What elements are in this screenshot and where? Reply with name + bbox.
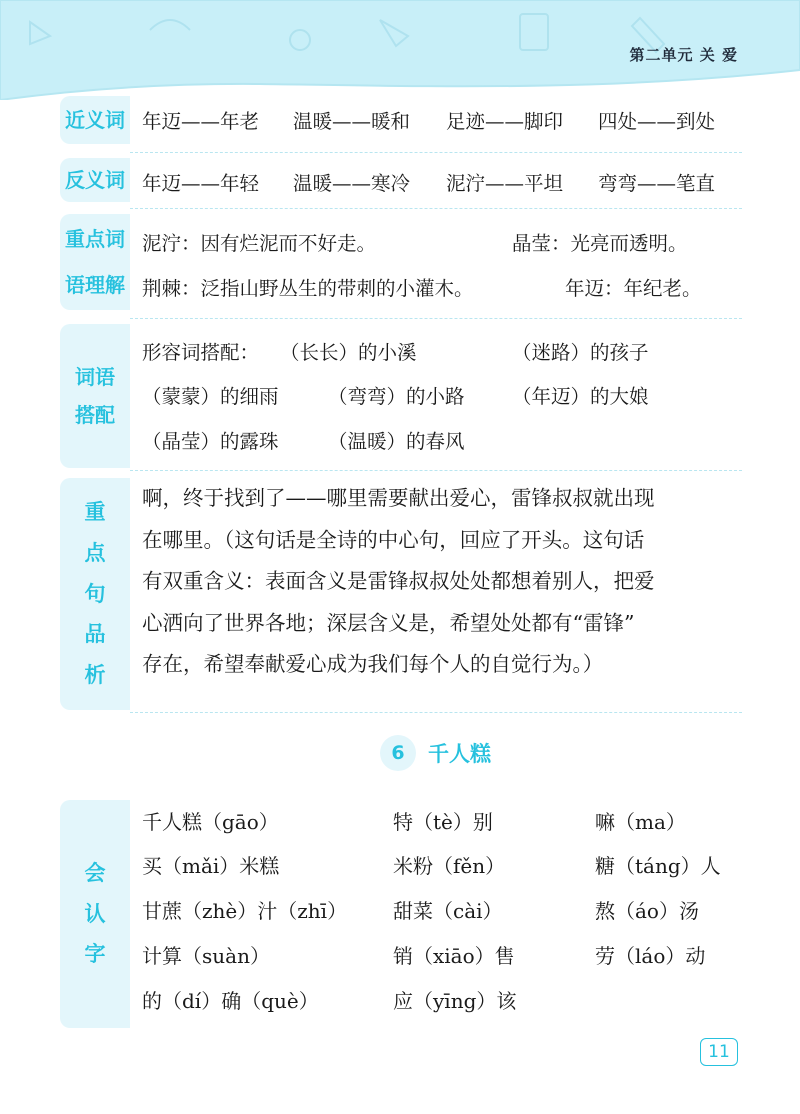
analysis-line: 有双重含义：表面含义是雷锋叔叔处处都想着别人，把爱 [142,569,655,593]
recognize-chars-label-char: 会 [84,860,106,885]
synonym-pair: 温暖——暖和 [293,110,411,133]
char-pinyin-item: 嘛（ma） [595,810,686,834]
char-pinyin-item: 劳（láo）动 [595,944,706,968]
collocation-item: （迷路）的孩子 [512,341,649,364]
collocation-intro: 形容词搭配： [142,341,260,364]
lesson-title [380,733,491,773]
collocation-item: （蒙蒙）的细雨 [142,385,279,408]
page-number: 11 [700,1038,738,1066]
collocation-item: （长长）的小溪 [280,341,417,364]
divider [130,470,742,471]
recognize-chars-label [60,800,130,1028]
antonym-pair: 温暖——寒冷 [293,172,411,195]
analysis-line: 在哪里。（这句话是全诗的中心句，回应了开头。这句话 [142,527,645,552]
char-pinyin-item: 销（xiāo）售 [393,944,515,968]
collocation-item: （弯弯）的小路 [328,385,465,408]
synonym-pair: 四处——到处 [598,110,716,133]
key-sentence-label [60,478,130,710]
key-words-label [60,214,130,310]
collocation-label [60,324,130,468]
char-pinyin-item: 千人糕（gāo） [142,810,279,834]
divider [130,318,742,319]
analysis-line: 啊，终于找到了——哪里需要献出爱心，雷锋叔叔就出现 [142,486,655,510]
key-words-label-line1: 重点词 [65,227,125,251]
key-word-definition: 泥泞：因有烂泥而不好走。 [142,232,377,255]
antonyms-label [60,158,130,202]
antonym-pair: 弯弯——笔直 [598,172,716,195]
collocation-label-line1: 词语 [75,365,115,389]
collocation-item: （温暖）的春风 [328,430,465,453]
analysis-line: 存在，希望奉献爱心成为我们每个人的自觉行为。） [142,652,604,676]
key-word-definition: 晶莹：光亮而透明。 [512,232,688,255]
key-sentence-label-char: 句 [84,581,106,606]
antonyms-label-text: 反义词 [65,167,125,192]
synonym-pair: 足迹——脚印 [446,110,564,133]
char-pinyin-item: 计算（suàn） [142,944,270,968]
char-pinyin-item: 特（tè）别 [393,810,493,834]
lesson-name: 千人糕 [428,742,491,766]
synonyms-label [60,96,130,144]
key-sentence-label-char: 品 [84,622,106,647]
key-word-definition: 年迈：年纪老。 [565,277,702,300]
key-sentence-analysis [142,478,742,686]
char-pinyin-item: 买（mǎi）米糕 [142,854,280,878]
analysis-line: 心洒向了世界各地；深层含义是，希望处处都有“雷锋” [142,610,635,635]
char-pinyin-item: 的（dí）确（què） [142,989,319,1013]
divider [130,152,742,153]
synonyms-label-text: 近义词 [65,107,125,132]
key-sentence-label-char: 析 [84,663,106,688]
char-pinyin-item: 甘蔗（zhè）汁（zhī） [142,899,348,923]
char-pinyin-item: 糖（táng）人 [595,854,721,878]
divider [130,712,742,713]
key-sentence-label-char: 重 [84,499,106,524]
char-pinyin-item: 应（yīng）该 [393,989,517,1013]
collocation-item: （晶莹）的露珠 [142,430,279,453]
char-pinyin-item: 甜菜（cài） [393,899,503,923]
char-pinyin-item: 米粉（fěn） [393,854,506,878]
key-sentence-label-char: 点 [84,540,106,565]
unit-title: 第二单元 关 爱 [629,46,738,64]
key-word-definition: 荆棘：泛指山野丛生的带刺的小灌木。 [142,277,474,300]
divider [130,208,742,209]
lesson-number: 6 [380,735,416,771]
char-pinyin-item: 熬（áo）汤 [595,899,699,923]
recognize-chars-label-char: 认 [84,901,106,926]
key-words-label-line2: 语理解 [65,273,125,297]
collocation-item: （年迈）的大娘 [512,385,649,408]
antonym-pair: 泥泞——平坦 [446,172,564,195]
synonym-pair: 年迈——年老 [142,110,260,133]
recognize-chars-label-char: 字 [84,942,106,967]
header-band [0,0,800,100]
collocation-label-line2: 搭配 [75,403,115,427]
antonym-pair: 年迈——年轻 [142,172,260,195]
